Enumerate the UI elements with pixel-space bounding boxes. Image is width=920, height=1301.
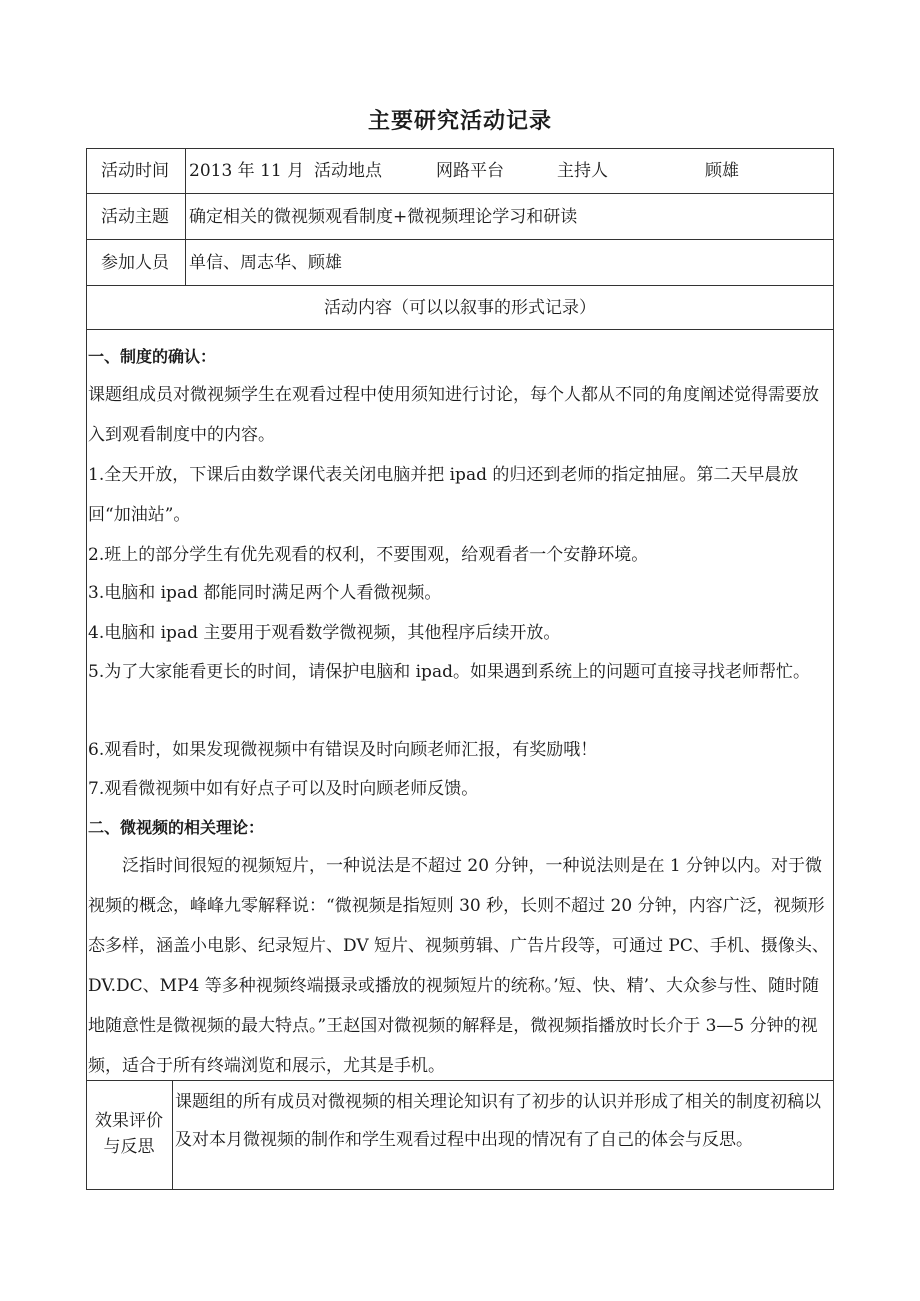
section1-heading: 一、制度的确认： xyxy=(88,347,217,366)
section1-intro: 课题组成员对微视频学生在观看过程中使用须知进行讨论，每个人都从不同的角度阐述觉得需要放入到观看制度中的内容。 xyxy=(88,385,819,445)
members-value: 单信、周志华、顾雄 xyxy=(189,253,342,273)
rule-item: 4.电脑和 ipad 主要用于观看数学微视频，其他程序后续开放。 xyxy=(88,623,561,643)
rule-item: 6.观看时，如果发现微视频中有错误及时向顾老师汇报，有奖励哦！ xyxy=(88,740,598,760)
time-label: 活动时间 xyxy=(101,161,169,181)
rule-item: 2.班上的部分学生有优先观看的权利，不要围观，给观看者一个安静环境。 xyxy=(88,545,649,565)
host-value: 顾雄 xyxy=(705,161,739,181)
host-label: 主持人 xyxy=(557,161,608,181)
row-divider xyxy=(86,239,834,240)
section2-body: 泛指时间很短的视频短片，一种说法是不超过 20 分钟，一种说法则是在 1 分钟以内。对于微视频的概念，峰峰九零解释说：“微视频是指短则 30 秒，长则不超过 20 分钟，内容广泛，视频形态多样，涵盖小电影、纪录短片、DV 短片、视频剪辑、广告片段等，可通过 PC、手机、摄像头、DV.DC、MP4 等多种视频终端摄录或播放的视频短片的统称。’短、快、精’、大众参与性、随时随地随意性是微视频的最大特点。”王赵国对微视频的解释是，微视频指播放时长介于 3—5 分钟的视频，适合于所有终端浏览和展示，尤其是手机。 xyxy=(88,856,829,1076)
column-divider xyxy=(172,1080,173,1190)
theme-label: 活动主题 xyxy=(101,207,169,227)
evaluation-label xyxy=(86,1108,172,1160)
page-title: 主要研究活动记录 xyxy=(367,109,552,134)
rule-item: 7.观看微视频中如有好点子可以及时向顾老师反馈。 xyxy=(88,779,479,799)
row-divider xyxy=(86,193,834,194)
members-label: 参加人员 xyxy=(101,253,169,273)
place-label: 活动地点 xyxy=(314,161,382,181)
rule-item: 5.为了大家能看更长的时间，请保护电脑和 ipad。如果遇到系统上的问题可直接寻找老师帮忙。 xyxy=(88,662,810,682)
time-value: 2013 年 11 月 xyxy=(189,161,305,181)
column-divider xyxy=(185,148,186,285)
evaluation-text: 课题组的所有成员对微视频的相关理论知识有了初步的认识并形成了相关的制度初稿以及对本月微视频的制作和学生观看过程中出现的情况有了自己的体会与反思。 xyxy=(175,1092,821,1150)
content-header: 活动内容（可以以叙事的形式记录） xyxy=(324,298,596,318)
section2-heading: 二、微视频的相关理论： xyxy=(88,818,265,837)
row-divider xyxy=(86,329,834,330)
row-divider xyxy=(86,285,834,286)
rule-item: 3.电脑和 ipad 都能同时满足两个人看微视频。 xyxy=(88,583,442,603)
theme-value: 确定相关的微视频观看制度+微视频理论学习和研读 xyxy=(189,207,578,227)
place-value: 网路平台 xyxy=(436,161,504,181)
evaluation-label-line1: 效果评价 xyxy=(95,1111,163,1131)
rule-item: 1.全天开放，下课后由数学课代表关闭电脑并把 ipad 的归还到老师的指定抽屉。第二天早晨放回“加油站”。 xyxy=(88,465,799,525)
evaluation-label-line2: 与反思 xyxy=(103,1137,155,1157)
